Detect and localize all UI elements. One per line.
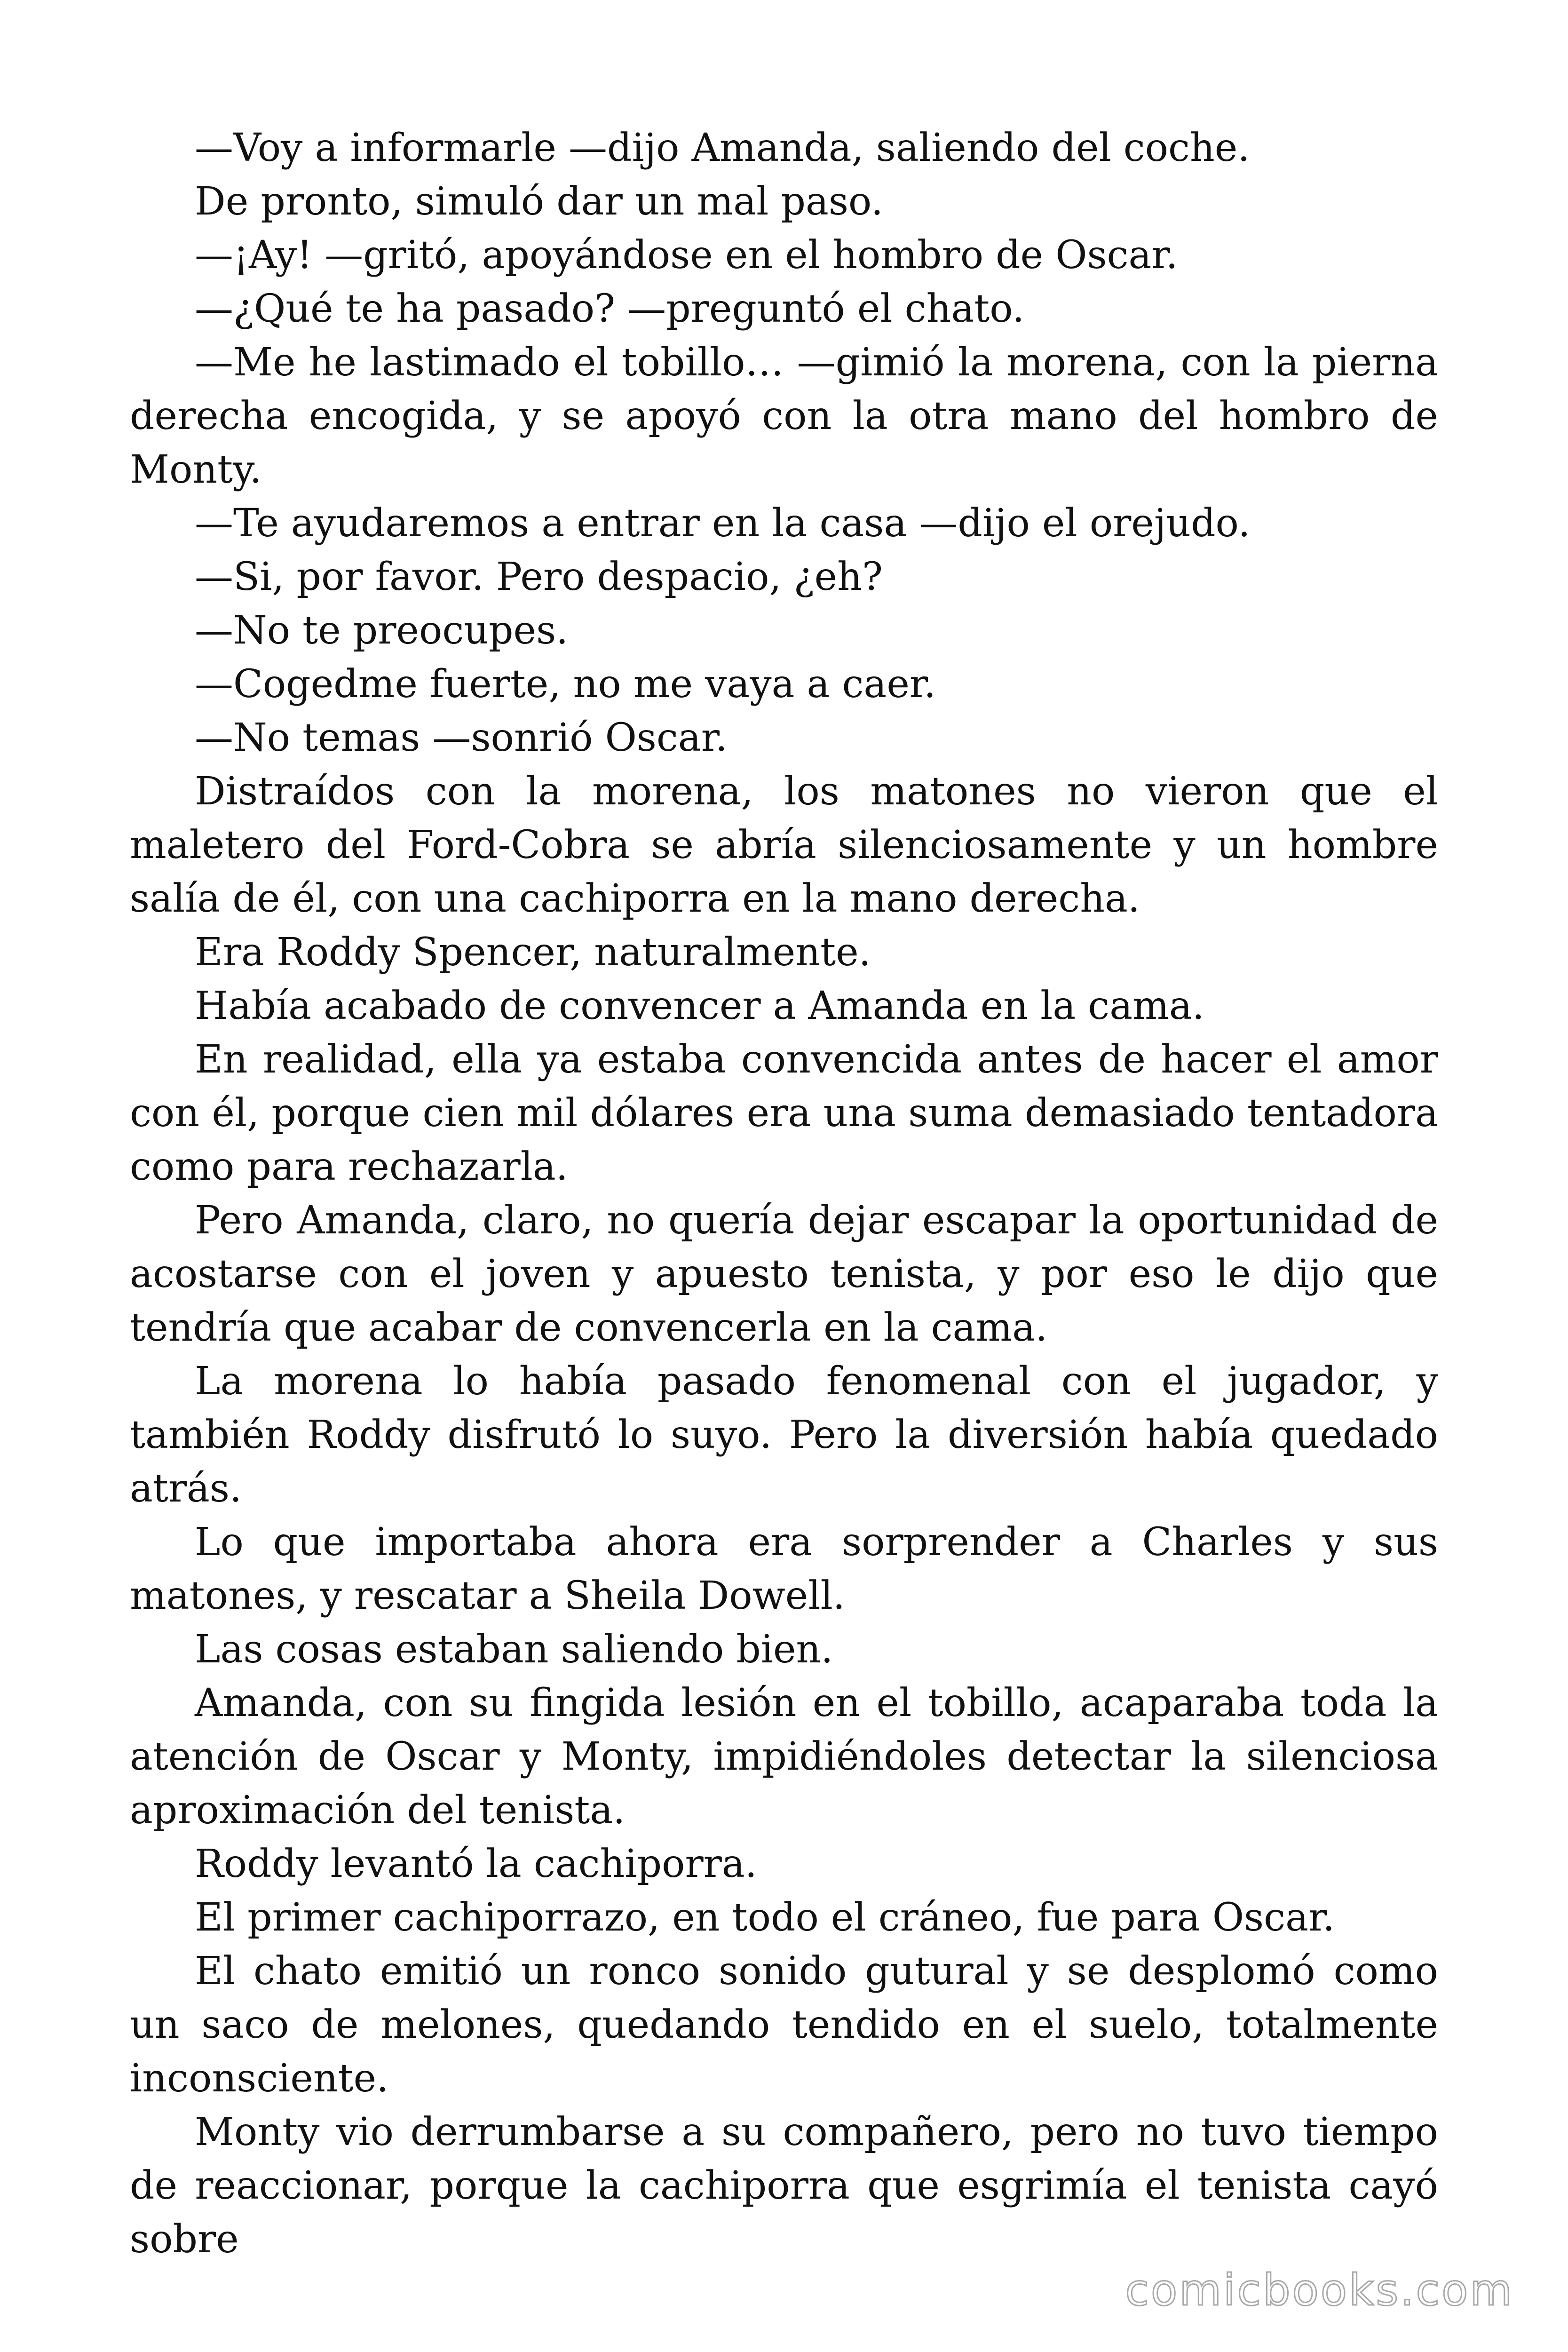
paragraph: De pronto, simuló dar un mal paso. bbox=[195, 179, 883, 224]
paragraph: La morena lo había pasado fenomenal con el jugador, y también Roddy disfrutó lo suyo. Pero la diversión había quedado atrás. bbox=[130, 1359, 1438, 1511]
paragraph: Las cosas estaban saliendo bien. bbox=[195, 1627, 833, 1672]
paragraph: Amanda, con su fingida lesión en el tobillo, acaparaba toda la atención de Oscar y Monty, impidiéndoles detectar la silenciosa aproximación del tenista. bbox=[130, 1681, 1438, 1833]
paragraph: —Te ayudaremos a entrar en la casa —dijo el orejudo. bbox=[195, 501, 1251, 546]
paragraph: —¿Qué te ha pasado? —preguntó el chato. bbox=[195, 286, 1025, 331]
paragraph: —Cogedme fuerte, no me vaya a caer. bbox=[195, 662, 936, 707]
watermark-text: comicbooks.com bbox=[1125, 2265, 1514, 2315]
paragraph: Pero Amanda, claro, no quería dejar escapar la oportunidad de acostarse con el joven y apuesto tenista, y por eso le dijo que tendría que acabar de convencerla en la cama. bbox=[130, 1198, 1438, 1350]
paragraph: —No te preocupes. bbox=[195, 608, 569, 653]
paragraph: —No temas —sonrió Oscar. bbox=[195, 715, 728, 760]
paragraph: —Me he lastimado el tobillo… —gimió la morena, con la pierna derecha encogida, y se apoyó con la otra mano del hombro de Monty. bbox=[130, 340, 1438, 492]
paragraph: Era Roddy Spencer, naturalmente. bbox=[195, 930, 871, 975]
paragraph: El primer cachiporrazo, en todo el cráneo, fue para Oscar. bbox=[195, 1895, 1335, 1940]
paragraph: Roddy levantó la cachiporra. bbox=[195, 1842, 757, 1886]
paragraph: —Si, por favor. Pero despacio, ¿eh? bbox=[195, 555, 883, 599]
paragraph: El chato emitió un ronco sonido gutural y se desplomó como un saco de melones, quedando tendido en el suelo, totalmente inconsciente. bbox=[130, 1949, 1438, 2101]
paragraph: Lo que importaba ahora era sorprender a Charles y sus matones, y rescatar a Sheila Dowell. bbox=[130, 1520, 1438, 1618]
paragraph: En realidad, ella ya estaba convencida antes de hacer el amor con él, porque cien mil dólares era una suma demasiado tentadora como para rechazarla. bbox=[130, 1037, 1438, 1189]
paragraph: Monty vio derrumbarse a su compañero, pero no tuvo tiempo de reaccionar, porque la cachiporra que esgrimía el tenista cayó sobre bbox=[130, 2110, 1438, 2262]
paragraph: —Voy a informarle —dijo Amanda, saliendo del coche. bbox=[195, 126, 1250, 170]
paragraph: Distraídos con la morena, los matones no vieron que el maletero del Ford-Cobra se abría silenciosamente y un hombre salía de él, con una cachiporra en la mano derecha. bbox=[130, 769, 1438, 921]
page-text bbox=[130, 121, 1438, 2266]
paragraph: —¡Ay! —gritó, apoyándose en el hombro de Oscar. bbox=[195, 233, 1178, 278]
paragraph: Había acabado de convencer a Amanda en la cama. bbox=[195, 984, 1204, 1028]
